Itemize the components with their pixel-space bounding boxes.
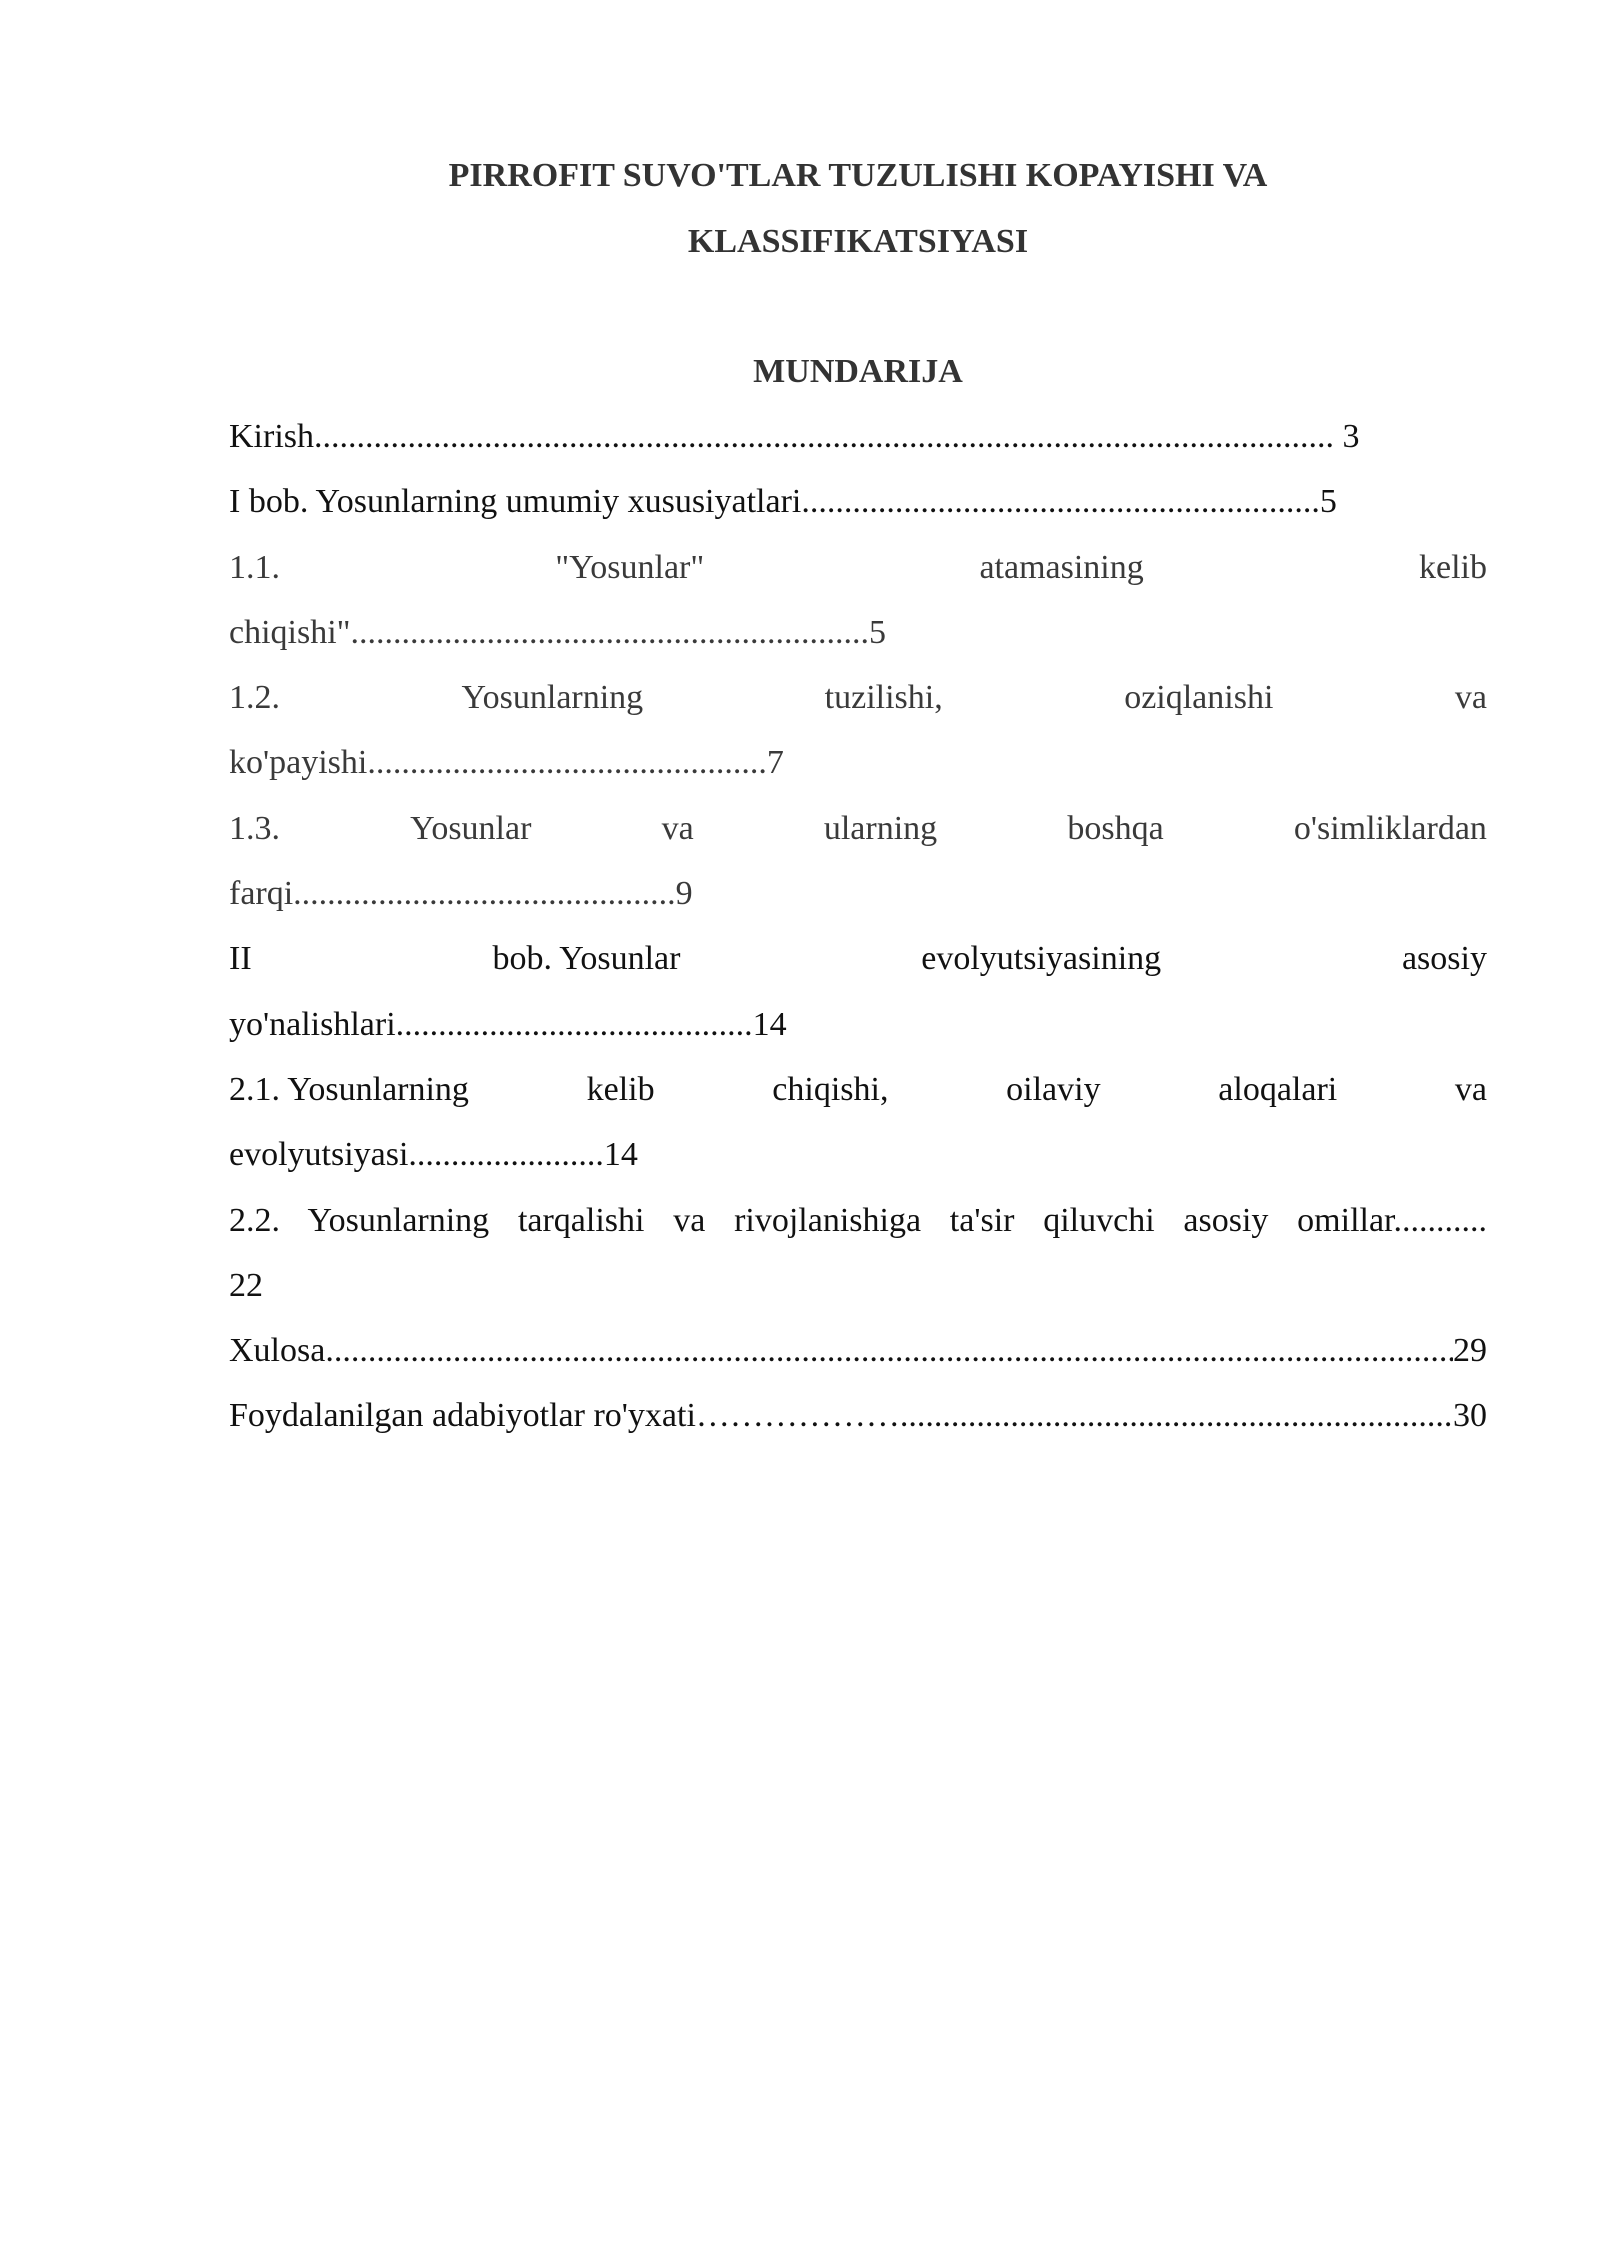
toc-entry-kirish [229, 404, 1487, 469]
toc-word: ularning [823, 809, 938, 847]
toc-entry-1-2 [229, 665, 1487, 730]
toc-word: 1.1. [229, 548, 280, 586]
toc-word: atamasining [979, 548, 1144, 586]
toc-word: tuzilishi, [824, 679, 943, 717]
toc-word: o'simliklardan [1293, 809, 1487, 847]
toc-entry-bob-2-continuation [229, 992, 1487, 1057]
toc-word: kelib [586, 1070, 655, 1108]
toc-entry-2-2 [229, 1188, 1487, 1253]
toc-word: "Yosunlar" [555, 548, 705, 586]
toc-entry-text: chiqishi".............................................................5 [229, 613, 887, 651]
toc-page-number: 29 [1453, 1332, 1487, 1370]
toc-word: chiqishi, [772, 1070, 889, 1108]
toc-word: asosiy [1401, 940, 1487, 978]
toc-entry-text: Kirish........................................................................................................................ 3 [229, 418, 1360, 455]
toc-dot-leader [325, 1318, 1453, 1383]
toc-word: boshqa [1067, 809, 1164, 847]
document-title-line-1: PIRROFIT SUVO'TLAR TUZULISHI KOPAYISHI VA [448, 157, 1268, 194]
toc-entry-text: I bob. Yosunlarning umumiy xususiyatlari.............................................................5 [229, 483, 1337, 521]
document-title-line-2: KLASSIFIKATSIYASI [687, 223, 1029, 260]
toc-entry-1-2-continuation [229, 730, 1487, 795]
toc-entry-2-1 [229, 1057, 1487, 1122]
toc-word: bob. Yosunlar [492, 940, 681, 978]
toc-page-number: 30 [1453, 1397, 1487, 1435]
toc-word: II [229, 940, 252, 978]
toc-entry-1-1 [229, 535, 1487, 600]
toc-entry-text: 2.2. Yosunlarning tarqalishi va rivojlanishiga ta'sir qiluvchi asosiy omillar........... [229, 1201, 1487, 1239]
toc-word: Yosunlarning [461, 679, 644, 717]
toc-entry-bob-2 [229, 926, 1487, 991]
toc-word: va [1454, 679, 1487, 717]
toc-word: 1.3. [229, 809, 280, 847]
toc-entry-adabiyotlar [229, 1383, 1487, 1448]
toc-entry-text: farqi.............................................9 [229, 875, 693, 913]
toc-entry-text: yo'nalishlari..........................................14 [229, 1005, 787, 1043]
toc-word: kelib [1419, 548, 1487, 586]
toc-word: va [1454, 1070, 1487, 1108]
toc-word: aloqalari [1218, 1070, 1338, 1108]
toc-entry-2-2-continuation [229, 1253, 1487, 1318]
toc-word: oziqlanishi [1124, 679, 1274, 717]
table-of-contents [229, 404, 1487, 1449]
toc-word: 1.2. [229, 679, 280, 717]
toc-word: oilaviy [1006, 1070, 1101, 1108]
toc-entry-text: evolyutsiyasi.......................14 [229, 1136, 638, 1174]
toc-word: 2.1. Yosunlarning [229, 1070, 469, 1108]
toc-word: evolyutsiyasining [921, 940, 1162, 978]
toc-entry-text: 22 [229, 1266, 263, 1304]
toc-word: va [661, 809, 694, 847]
toc-entry-1-3 [229, 796, 1487, 861]
toc-heading: MUNDARIJA [753, 353, 963, 390]
toc-dot-leader [900, 1383, 1453, 1448]
toc-entry-label: Foydalanilgan adabiyotlar ro'yxati……………… [229, 1397, 900, 1435]
toc-entry-1-3-continuation [229, 861, 1487, 926]
toc-entry-xulosa [229, 1318, 1487, 1383]
toc-entry-2-1-continuation [229, 1122, 1487, 1187]
toc-word: Yosunlar [410, 809, 532, 847]
toc-entry-label: Xulosa [229, 1332, 326, 1370]
toc-entry-1-1-continuation [229, 600, 1487, 665]
toc-entry-text: ko'payishi...............................................7 [229, 744, 784, 782]
toc-entry-bob-1 [229, 469, 1487, 534]
